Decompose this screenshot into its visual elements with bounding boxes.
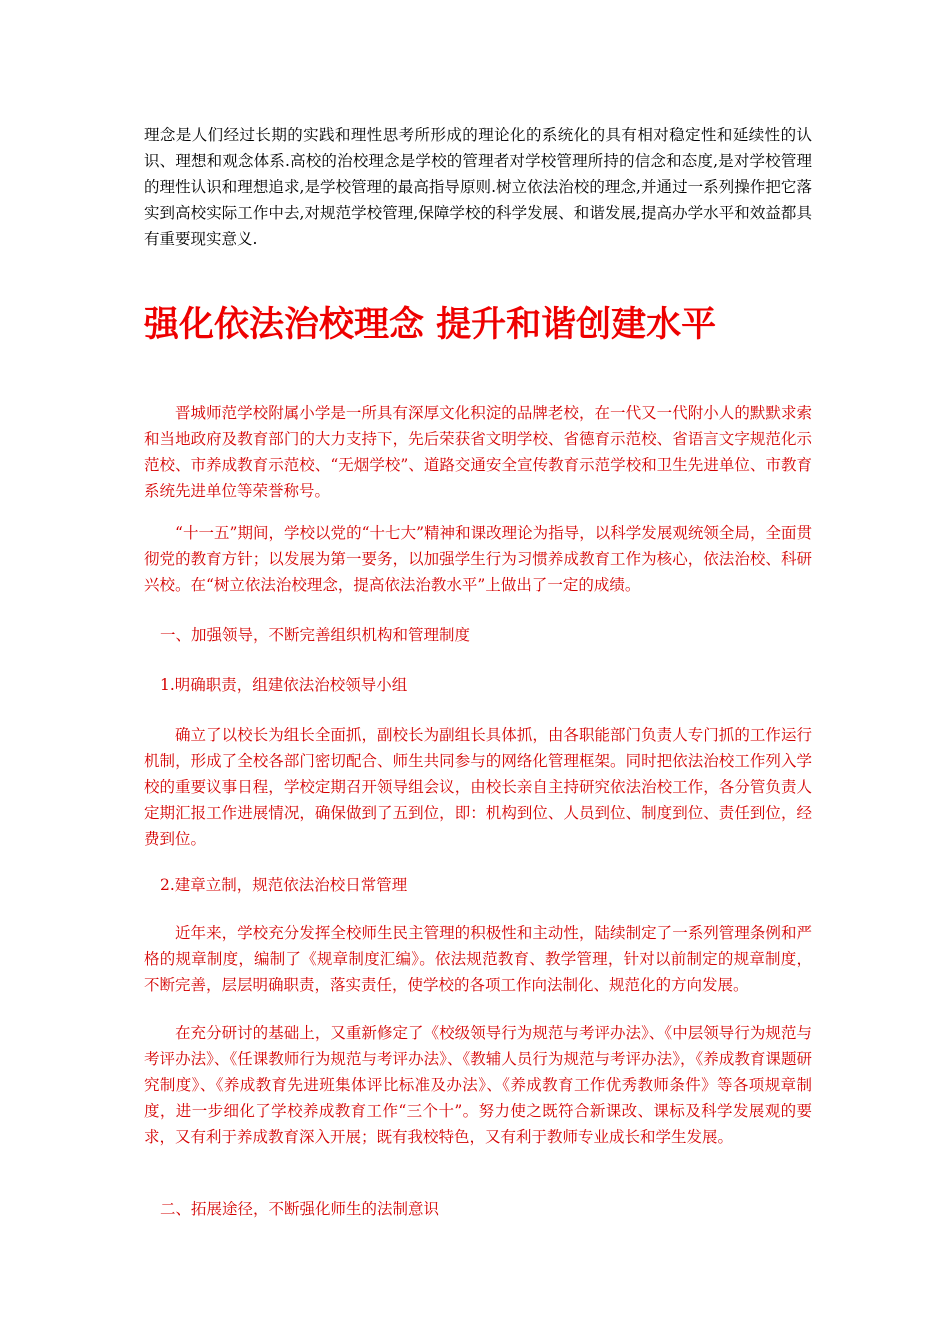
paragraph-rules-regulations: 近年来，学校充分发挥全校师生民主管理的积极性和主动性，陆续制定了一系列管理条例和严格的规章制度，编制了《规章制度汇编》。依法规范教育、教学管理，针对以前制定的规章制度，不断完善，层层明确职责，落实责任，使学校的各项工作向法制化、规范化的方向发展。: [144, 924, 812, 994]
subsection-heading-1-1: 1.明确职责，组建依法治校领导小组: [160, 676, 408, 694]
article-title: 强化依法治校理念 提升和谐创建水平: [144, 305, 717, 345]
section-heading-1: 一、加强领导，不断完善组织机构和管理制度: [160, 626, 471, 644]
paragraph-school-intro: 晋城师范学校附属小学是一所具有深厚文化积淀的品牌老校，在一代又一代附小人的默默求索和当地政府及教育部门的大力支持下，先后荣获省文明学校、省德育示范校、省语言文字规范化示范校、市养成教育示范校、“无烟学校”、道路交通安全宣传教育示范学校和卫生先进单位、市教育系统先进单位等荣誉称号。: [144, 404, 812, 500]
subsection-heading-1-2: 2.建章立制，规范依法治校日常管理: [160, 876, 408, 894]
section-heading-2: 二、拓展途径，不断强化师生的法制意识: [160, 1200, 440, 1218]
paragraph-revised-regulations: 在充分研讨的基础上，又重新修定了《校级领导行为规范与考评办法》、《中层领导行为规范与考评办法》、《任课教师行为规范与考评办法》、《教辅人员行为规范与考评办法》，《养成教育课题研究制度》、《养成教育先进班集体评比标准及办法》、《养成教育工作优秀教师条件》等各项规章制度，进一步细化了学校养成教育工作“三个十”。努力使之既符合新课改、课标及科学发展观的要求，又有利于养成教育深入开展；既有我校特色，又有利于教师专业成长和学生发展。: [144, 1024, 812, 1146]
paragraph-eleventh-five-year: “十一五”期间，学校以党的“十七大”精神和课改理论为指导，以科学发展观统领全局，全面贯彻党的教育方针；以发展为第一要务，以加强学生行为习惯养成教育工作为核心，依法治校、科研兴校。在“树立依法治校理念，提高依法治教水平”上做出了一定的成绩。: [144, 524, 812, 594]
intro-paragraph: 理念是人们经过长期的实践和理性思考所形成的理论化的系统化的具有相对稳定性和延续性的认识、理想和观念体系.高校的治校理念是学校的管理者对学校管理所持的信念和态度,是对学校管理的理性认识和理想追求,是学校管理的最高指导原则.树立依法治校的理念,并通过一系列操作把它落实到高校实际工作中去,对规范学校管理,保障学校的科学发展、和谐发展,提高办学水平和效益都具有重要现实意义.: [144, 126, 812, 248]
paragraph-leadership-group: 确立了以校长为组长全面抓，副校长为副组长具体抓，由各职能部门负责人专门抓的工作运行机制，形成了全校各部门密切配合、师生共同参与的网络化管理框架。同时把依法治校工作列入学校的重要议事日程，学校定期召开领导组会议，由校长亲自主持研究依法治校工作，各分管负责人定期汇报工作进展情况，确保做到了五到位，即：机构到位、人员到位、制度到位、责任到位，经费到位。: [144, 726, 812, 848]
